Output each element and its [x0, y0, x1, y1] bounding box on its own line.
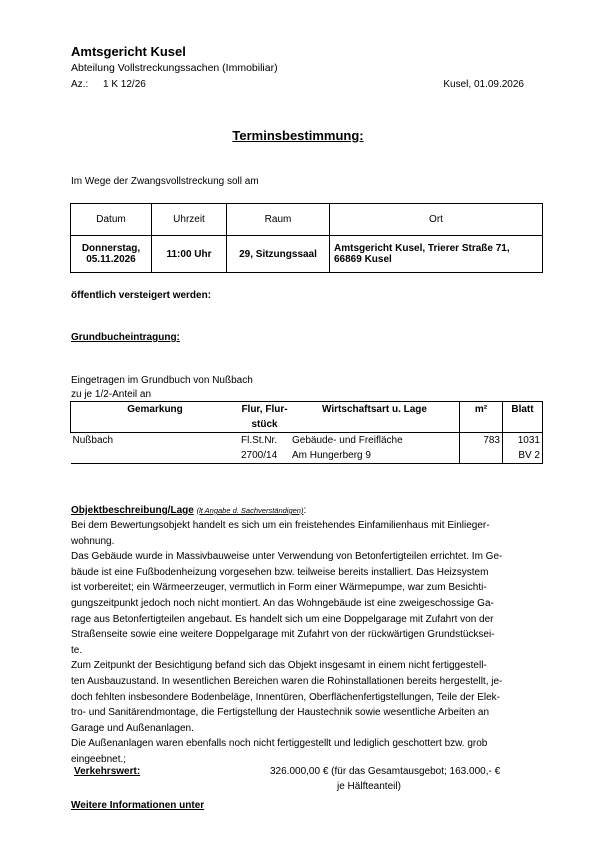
grundbuch-header-row [71, 402, 543, 433]
objekt-line: ten Ausbauzustand. In wesentlichen Bereichen waren die Rohinstallationen bereits hergestellt, je- [71, 675, 503, 687]
objekt-line: te. [71, 644, 83, 656]
objekt-line: eingeebnet.; [71, 753, 127, 765]
cell-wirtschaftsart-line2: Am Hungerberg 9 [292, 450, 371, 461]
document-title: Terminsbestimmung: [232, 128, 364, 143]
col-gemarkung: Gemarkung [71, 402, 240, 433]
cell-wirtschaftsart-line1: Gebäude- und Freifläche [292, 435, 403, 446]
appointment-header-row [71, 204, 543, 236]
objekt-line: bäude ist eine Fußbodenheizung vorgesehen bzw. teilweise bereits installiert. Das Heizsystem [71, 566, 489, 578]
grundbuch-table [70, 401, 543, 464]
header-raum: Raum [227, 204, 330, 236]
cell-gemarkung: Nußbach [71, 433, 240, 464]
appointment-place-line1: Amtsgericht Kusel, Trierer Straße 71, [334, 243, 510, 254]
objekt-line: tro- und Sanitärendmontage, die Fertigstellung der Haustechnik sowie wesentliche Arbeiten an [71, 707, 490, 719]
court-name: Amtsgericht Kusel [71, 44, 186, 59]
grundbuch-row [71, 433, 543, 464]
cell-wirtschaftsart [290, 433, 460, 464]
objekt-line: gungszeitpunkt jedoch noch nicht montiert. An das Wohngebäude ist eine zweigeschossige Ga- [71, 597, 494, 609]
cell-blatt-line2: BV 2 [518, 450, 540, 461]
objekt-heading: Objektbeschreibung/Lage [71, 505, 194, 516]
objekt-line: rage aus Betonfertigteilen angebaut. Es handelt sich um eine Doppelgarage mit Zufahrt von der [71, 613, 494, 625]
objekt-heading-line [71, 505, 306, 516]
grundbuch-line1: Eingetragen im Grundbuch von Nußbach [71, 375, 253, 386]
appointment-place [330, 236, 543, 273]
objekt-line: Garage und Außenanlagen. [71, 722, 194, 734]
objekt-note: (lt Angabe d. Sachverständigen) [196, 506, 304, 515]
file-number-label: Az.: [71, 79, 89, 90]
col-wirtschaftsart: Wirtschaftsart u. Lage [290, 402, 460, 433]
verkehrswert-label: Verkehrswert: [74, 766, 141, 777]
auction-text: öffentlich versteigert werden: [71, 290, 212, 301]
col-blatt: Blatt [503, 402, 543, 433]
objekt-line: wohnung. [71, 535, 115, 547]
col-flur [239, 402, 290, 433]
cell-flur [239, 433, 290, 464]
appointment-room: 29, Sitzungssaal [227, 236, 330, 273]
appointment-value-row [71, 236, 543, 273]
appointment-date [71, 236, 152, 273]
court-department: Abteilung Vollstreckungssachen (Immobiliar) [71, 62, 278, 74]
grundbuch-line2: zu je 1/2-Anteil an [71, 389, 152, 400]
header-uhrzeit: Uhrzeit [152, 204, 227, 236]
appointment-date-value: 05.11.2026 [86, 254, 136, 265]
cell-flur-line2: 2700/14 [241, 450, 278, 461]
cell-blatt-line1: 1031 [517, 435, 540, 446]
objekt-line: Das Gebäude wurde in Massivbauweise unter Verwendung von Betonfertigteilen errichtet. Im Ge- [71, 551, 503, 563]
objekt-line: ist vorbereitet; ein Wärmeerzeuger, vermutlich in Form einer Wärmepumpe, war zum Besichti- [71, 582, 487, 594]
objekt-line: doch fehlten insbesondere Bodenbeläge, Innentüren, Oberflächenfertigstellungen, Teile der Elek- [71, 691, 500, 703]
col-m2: m² [460, 402, 503, 433]
header-datum: Datum [71, 204, 152, 236]
cell-blatt [503, 433, 543, 464]
more-info-heading: Weitere Informationen unter [71, 800, 205, 811]
objekt-line: Bei dem Bewertungsobjekt handelt es sich um ein freistehendes Einfamilienhaus mit Einlieger- [71, 520, 490, 531]
verkehrswert-value-line2: je Hälfteanteil) [337, 781, 401, 792]
file-number: 1 K 12/26 [103, 79, 146, 90]
appointment-place-line2: 66869 Kusel [334, 254, 392, 265]
objekt-line: Die Außenanlagen waren ebenfalls noch nicht fertiggestellt und lediglich geschottert bzw. grob [71, 738, 488, 750]
grundbuch-heading: Grundbucheintragung: [71, 332, 180, 343]
header-ort: Ort [330, 204, 543, 236]
cell-m2: 783 [460, 433, 503, 464]
intro-text: Im Wege der Zwangsvollstreckung soll am [71, 176, 259, 187]
appointment-table [70, 203, 543, 273]
col-flur-line2: stück [251, 419, 278, 430]
cell-flur-line1: Fl.St.Nr. [241, 435, 278, 446]
appointment-weekday: Donnerstag, [81, 243, 141, 254]
verkehrswert-value: 326.000,00 € (für das Gesamtausgebot; 163.000,- € [270, 766, 501, 777]
appointment-time: 11:00 Uhr [152, 236, 227, 273]
objekt-colon: : [303, 505, 307, 516]
objekt-line: Straßenseite sowie eine weitere Doppelgarage mit Zufahrt von der rückwärtigen Grundstücksei- [71, 629, 495, 641]
objekt-line: Zum Zeitpunkt der Besichtigung befand sich das Objekt insgesamt in einem nicht fertiggestell- [71, 660, 487, 672]
col-flur-line1: Flur, Flur- [241, 404, 288, 415]
place-and-date: Kusel, 01.09.2026 [443, 79, 524, 90]
objekt-description [71, 518, 544, 768]
